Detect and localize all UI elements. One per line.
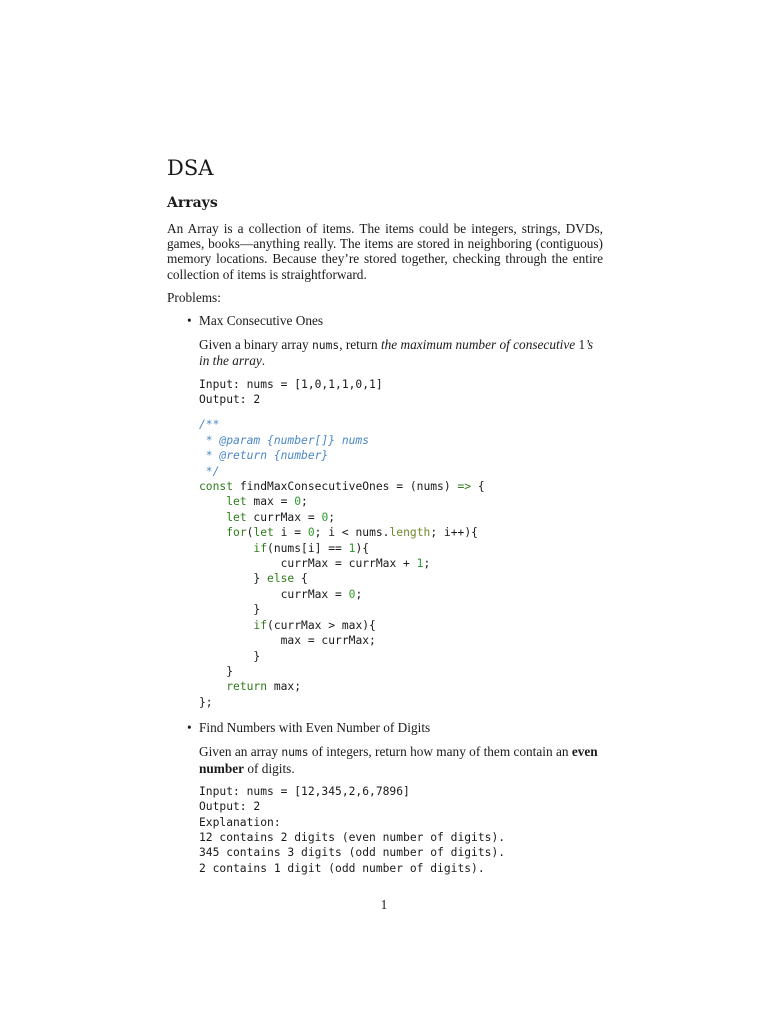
example-block: Input: nums = [1,0,1,1,0,1] Output: 2 bbox=[199, 377, 383, 407]
problem-title: Max Consecutive Ones bbox=[199, 313, 324, 328]
problem-list bbox=[167, 313, 603, 876]
page-number: 1 bbox=[380, 897, 388, 912]
problem-title: Find Numbers with Even Number of Digits bbox=[199, 720, 431, 736]
document-page bbox=[167, 150, 603, 886]
list-item bbox=[167, 313, 603, 710]
problem-description: Given an array nums of integers, return how many of them contain an even number of digits. bbox=[199, 744, 598, 776]
bullet-icon: • bbox=[187, 720, 192, 736]
code-block: /** * @param {number[]} nums * @return {number} */ const findMaxConsecutiveOnes = (nums) => { let max = 0; let currMax = 0; for(let i = 0; i < nums.length; i++){ if(nums[i] == 1){ currMax = currMax + 1; } else { currMax = 0; } if(currMax > max){ max = currMax; } } return max; }; bbox=[199, 418, 485, 709]
section-heading: Arrays bbox=[167, 195, 218, 212]
list-item bbox=[167, 720, 603, 876]
intro-paragraph: An Array is a collection of items. The items could be integers, strings, DVDs, games, books—anything really. The items are stored in neighboring (contiguous) memory locations. Because they’re stored together, checking through the entire collection of items is straightforward. bbox=[167, 220, 603, 282]
problems-label: Problems: bbox=[167, 289, 221, 305]
document-title: DSA bbox=[167, 156, 214, 180]
problem-description: Given a binary array nums, return the maximum number of consecutive 1’s in the array. bbox=[199, 337, 594, 369]
example-block: Input: nums = [12,345,2,6,7896] Output: 2 Explanation: 12 contains 2 digits (even number of digits). 345 contains 3 digits (odd number of digits). 2 contains 1 digit (odd number of digits). bbox=[199, 784, 506, 875]
bullet-icon: • bbox=[187, 313, 192, 328]
